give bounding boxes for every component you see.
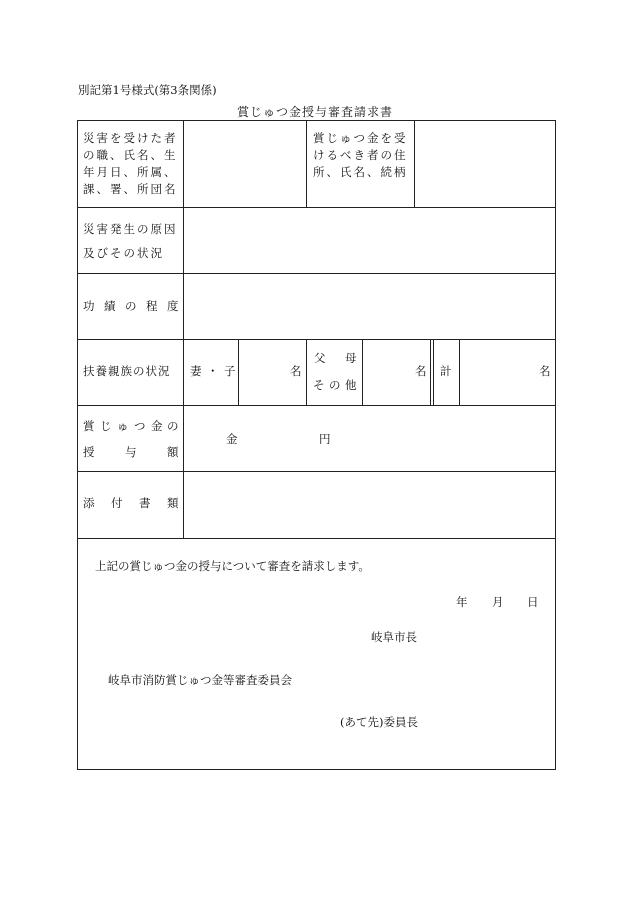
column-divider [238,339,239,405]
column-divider [414,120,415,207]
dependents-label: 扶養親族の状況 [83,364,171,378]
label-column-divider [183,120,184,538]
row-divider [77,207,556,208]
row-divider [77,538,556,539]
parents-count-unit: 名 [415,364,427,378]
row-divider [77,339,556,340]
request-statement: 上記の賞じゅつ金の授与について審査を請求します。 [95,559,370,573]
mayor-name: 岐阜市長 [371,630,417,644]
spouse-count-unit: 名 [290,364,302,378]
column-divider [433,339,434,405]
column-divider [430,339,431,405]
committee-name: 岐阜市消防賞じゅつ金等審査委員会 [108,673,292,687]
total-label: 計 [440,364,452,378]
currency-unit: 円 [319,432,331,446]
column-divider [362,339,363,405]
column-divider [306,339,307,405]
row-divider [77,273,556,274]
total-count-unit: 名 [539,364,551,378]
addressee: (あて先)委員長 [340,715,418,729]
column-divider [306,120,307,207]
form-title: 賞じゅつ金授与審査請求書 [236,105,393,119]
row-divider [77,405,556,406]
currency-prefix: 金 [226,432,238,446]
column-divider [459,339,460,405]
form-number: 別記第1号様式(第3条関係) [78,83,217,97]
row-divider [77,471,556,472]
